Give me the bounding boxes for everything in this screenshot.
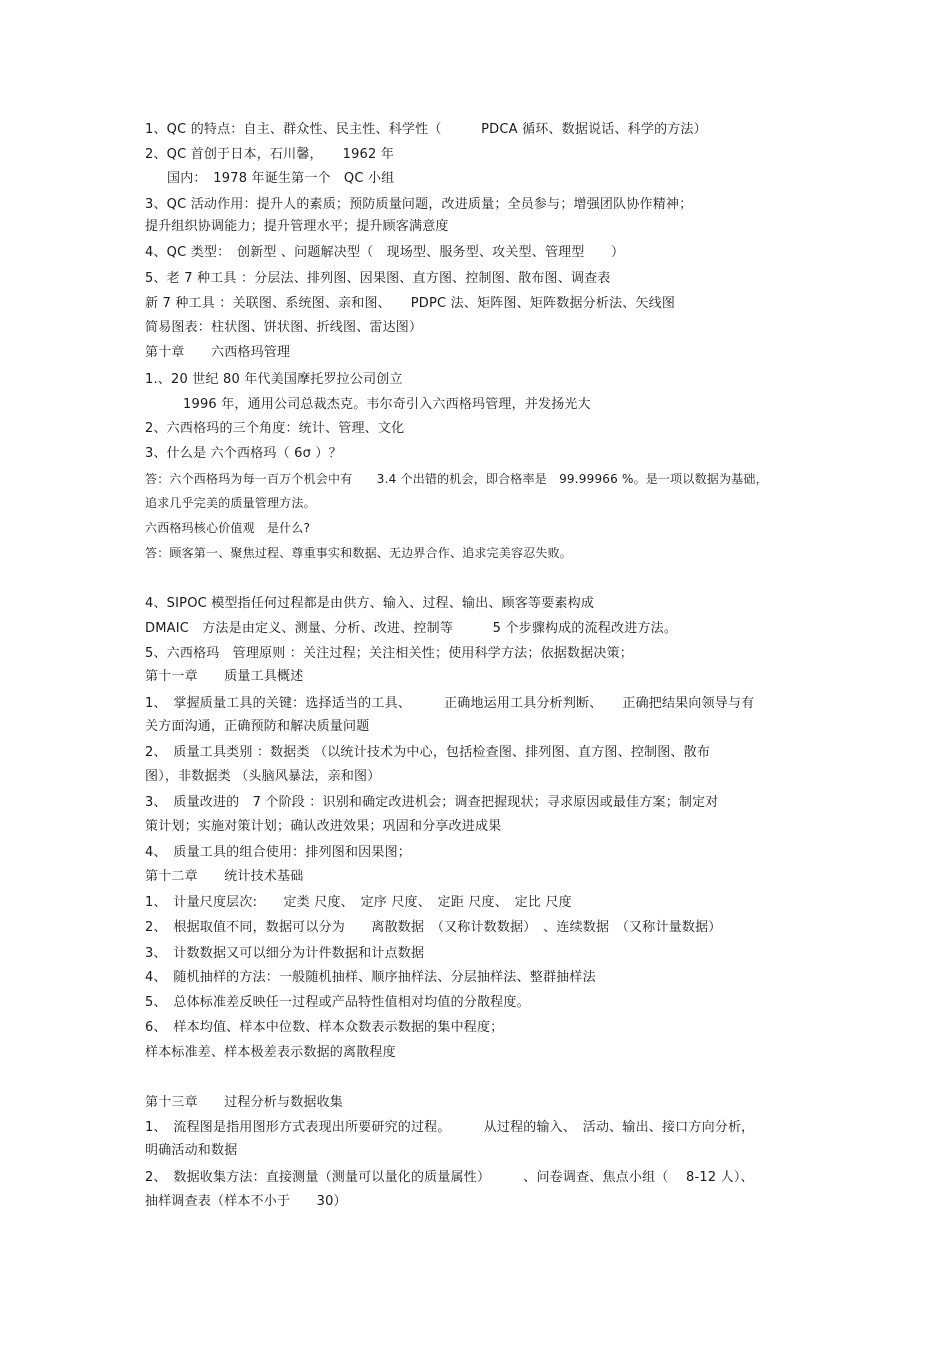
line-six-sigma-origin: 1.、20 世纪 80 年代美国摩托罗拉公司创立 [145,372,403,387]
chapter-13-heading: 第十三章 过程分析与数据收集 [145,1095,344,1110]
line-qc-types: 4、QC 类型： 创新型 、问题解决型（ 现场型、服务型、攻关型、管理型 ） [145,245,625,260]
line-old-7-tools: 5、老 7 种工具 ：分层法、排列图、因果图、直方图、控制图、散布图、调查表 [145,271,611,286]
line-data-types: 2、 根据取值不同，数据可以分为 离散数据 （又称计数数据） 、连续数据 （又称计量数据） [145,920,722,935]
line-dmaic: DMAIC 方法是由定义、测量、分析、改进、控制等 5 个步骤构成的流程改进方法。 [145,621,678,636]
line-qc-features: 1、QC 的特点：自主、群众性、民主性、科学性（ PDCA 循环、数据说话、科学的方法） [145,122,707,137]
line-answer-six-sigma-cont: 追求几乎完美的质量管理方法。 [145,496,316,510]
line-dispersion: 样本标准差、样本极差表示数据的离散程度 [145,1045,396,1060]
chapter-10-heading: 第十章 六西格玛管理 [145,345,291,360]
line-qc-origin: 2、QC 首创于日本，石川馨， 1962 年 [145,147,395,162]
line-data-collection-cont: 抽样调查表（样本不小于 30） [145,1194,347,1209]
line-measurement-scales: 1、 计量尺度层次: 定类 尺度、 定序 尺度、 定距 尺度、 定比 尺度 [145,895,572,910]
line-qc-role-cont: 提升组织协调能力；提升管理水平；提升顾客满意度 [145,219,449,234]
line-tool-key: 1、 掌握质量工具的关键：选择适当的工具、 正确地运用工具分析判断、 正确把结果向领导与有 [145,696,755,711]
line-six-sigma-principles: 5、六西格玛 管理原则 ：关注过程；关注相关性；使用科学方法；依据数据决策； [145,646,634,661]
line-random-sampling: 4、 随机抽样的方法：一般随机抽样、顺序抽样法、分层抽样法、整群抽样法 [145,970,596,985]
line-central-tendency: 6、 样本均值、样本中位数、样本众数表示数据的集中程度； [145,1020,504,1035]
chapter-12-heading: 第十二章 统计技术基础 [145,869,304,884]
line-sipoc: 4、SIPOC 模型指任何过程都是由供方、输入、过程、输出、顾客等要素构成 [145,596,595,611]
line-count-data: 3、 计数数据又可以细分为计件数据和计点数据 [145,946,425,961]
line-qc-role: 3、QC 活动作用：提升人的素质；预防质量问题，改进质量；全员参与；增强团队协作精神； [145,197,693,212]
line-flowchart: 1、 流程图是指用图形方式表现出所要研究的过程。 从过程的输入、 活动、输出、接口方向分析， [145,1120,755,1135]
line-data-collection: 2、 数据收集方法：直接测量（测量可以量化的质量属性） 、问卷调查、焦点小组（ 8-12 人）、 [145,1170,754,1185]
line-six-sigma-angles: 2、六西格玛的三个角度：统计、管理、文化 [145,421,405,436]
line-tool-combination: 4、 质量工具的组合使用：排列图和因果图； [145,845,411,860]
line-improvement-stages: 3、 质量改进的 7 个阶段 ：识别和确定改进机会；调查把握现状；寻求原因或最佳方案；制定对 [145,795,719,810]
line-core-values-question: 六西格玛核心价值观 是什么? [145,521,311,535]
line-six-sigma-ge: 1996 年，通用公司总裁杰克。韦尔奇引入六西格玛管理，并发扬光大 [183,397,591,412]
line-tool-categories-cont: 图），非数据类 （头脑风暴法，亲和图） [145,769,381,784]
chapter-11-heading: 第十一章 质量工具概述 [145,669,304,684]
line-improvement-stages-cont: 策计划；实施对策计划；确认改进效果；巩固和分享改进成果 [145,819,502,834]
line-core-values-answer: 答：顾客第一、聚焦过程、尊重事实和数据、无边界合作、追求完美容忍失败。 [145,546,573,560]
line-what-is-six-sigma: 3、什么是 六个西格玛（ 6σ ）？ [145,446,342,461]
line-qc-domestic: 国内： 1978 年诞生第一个 QC 小组 [167,171,395,186]
line-new-7-tools: 新 7 种工具 ：关联图、系统图、亲和图、 PDPC 法、矩阵图、矩阵数据分析法、矢线图 [145,296,676,311]
line-simple-charts: 简易图表：柱状图、饼状图、折线图、雷达图） [145,320,423,335]
line-flowchart-cont: 明确活动和数据 [145,1143,238,1158]
line-tool-categories: 2、 质量工具类别 ：数据类 （以统计技术为中心，包括检查图、排列图、直方图、控制图、散布 [145,745,711,760]
line-population-std: 5、 总体标准差反映任一过程或产品特性值相对均值的分散程度。 [145,995,530,1010]
line-tool-key-cont: 关方面沟通，正确预防和解决质量问题 [145,719,370,734]
line-answer-six-sigma: 答：六个西格玛为每一百万个机会中有 3.4 个出错的机会，即合格率是 99.99966 %。是一项以数据为基础， [145,472,768,486]
